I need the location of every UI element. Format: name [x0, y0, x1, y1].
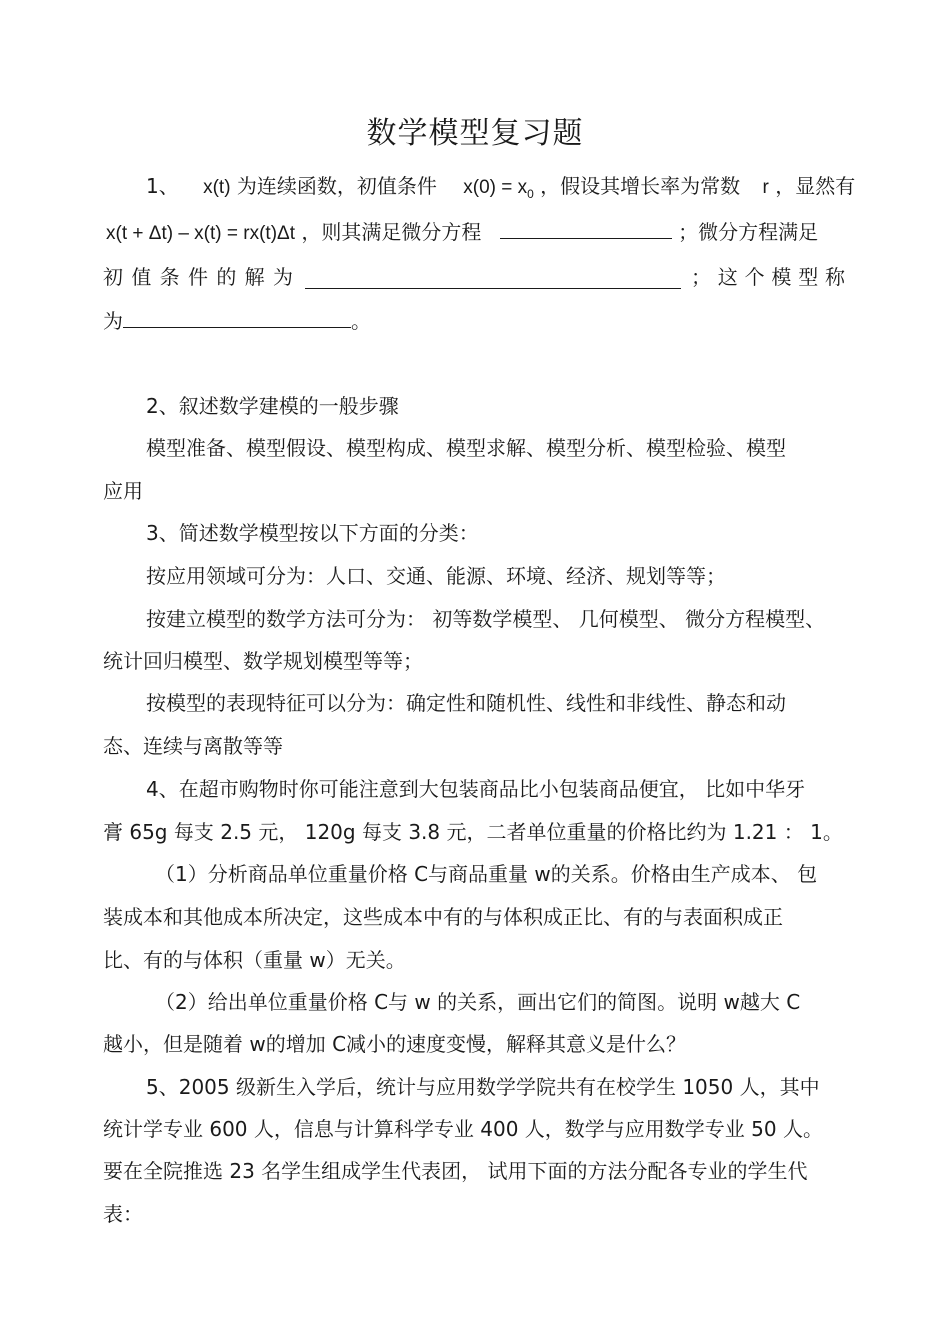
- q2-answer-line-2: 应用: [103, 479, 143, 503]
- q1-text: 为连续函数，初值条件: [236, 174, 437, 198]
- q4-line-2: 膏 65g 每支 2.5 元， 120g 每支 3.8 元，二者单位重量的价格比约为 1.21 ： 1。: [103, 820, 843, 844]
- q1-text-2-end: ；微分方程满足: [678, 220, 819, 244]
- q5-line-1: 5、2005 级新生入学后，统计与应用数学学院共有在校学生 1050 人，其中: [146, 1075, 820, 1099]
- q3-item-2-line-2: 统计回归模型、数学规划模型等等；: [103, 649, 423, 673]
- q4-sub2-line-1: （2）给出单位重量价格 C与 w 的关系，画出它们的简图。说明 w越大 C: [155, 990, 801, 1014]
- q3-item-3-line-1: 按模型的表现特征可以分为：确定性和随机性、线性和非线性、静态和动: [146, 691, 786, 715]
- q1-answer-blank-1[interactable]: [500, 220, 672, 239]
- q5-line-3: 要在全院推选 23 名学生组成学生代表团， 试用下面的方法分配各专业的学生代: [103, 1159, 808, 1183]
- q1-difference-formula: x(t + Δt) – x(t) = rx(t)Δt: [106, 223, 295, 244]
- q4-sub1-line-1: （1）分析商品单位重量价格 C与商品重量 w的关系。价格由生产成本、 包: [155, 862, 818, 886]
- q1-line-3: [103, 265, 845, 289]
- q1-line-2: [106, 220, 818, 246]
- q4-line-1: 4、在超市购物时你可能注意到大包装商品比小包装商品便宜， 比如中华牙: [146, 777, 806, 801]
- q1-text-2: ，则其满足微分方程: [301, 220, 482, 244]
- q1-text-end: ，显然有: [775, 174, 856, 198]
- q5-line-4: 表：: [103, 1202, 143, 1226]
- page-title: 数学模型复习题: [366, 116, 584, 151]
- q3-item-3-line-2: 态、连续与离散等等: [103, 734, 283, 758]
- q1-line-3-lead: 初 值 条 件 的 解 为: [103, 265, 293, 289]
- q1-answer-blank-2[interactable]: [305, 270, 681, 289]
- q3-item-2-line-1: 按建立模型的数学方法可分为： 初等数学模型、 几何模型、 微分方程模型、: [146, 607, 826, 631]
- q1-text-rest: ，假设其增长率为常数: [540, 174, 741, 198]
- q5-line-2: 统计学专业 600 人，信息与计算科学专业 400 人，数学与应用数学专业 50 人。: [103, 1117, 823, 1141]
- q1-initial-condition: $x(0) = x_0$: [463, 177, 534, 201]
- q3-heading: 3、简述数学模型按以下方面的分类：: [146, 521, 479, 545]
- q1-number: 1、: [146, 174, 179, 198]
- q2-heading: 2、叙述数学建模的一般步骤: [146, 394, 399, 418]
- q4-sub1-line-2: 装成本和其他成本所决定，这些成本中有的与体积成正比、有的与表面积成正: [103, 905, 783, 929]
- q1-line-3-tail: ； 这 个 模 型 称: [691, 265, 845, 289]
- q1-line-1: [146, 174, 855, 206]
- q2-answer-line-1: 模型准备、模型假设、模型构成、模型求解、模型分析、模型检验、模型: [146, 436, 786, 460]
- q1-answer-blank-3[interactable]: [123, 309, 351, 328]
- q1-rate-constant: r: [762, 177, 769, 198]
- q4-sub1-line-3: 比、有的与体积（重量 w）无关。: [103, 948, 406, 972]
- q3-item-1: 按应用领域可分为：人口、交通、能源、环境、经济、规划等等；: [146, 564, 726, 588]
- q4-sub2-line-2: 越小，但是随着 w的增加 C减小的速度变慢，解释其意义是什么？: [103, 1032, 687, 1056]
- q1-function: x(t): [203, 177, 231, 198]
- q1-line-4: 为 。: [103, 309, 371, 333]
